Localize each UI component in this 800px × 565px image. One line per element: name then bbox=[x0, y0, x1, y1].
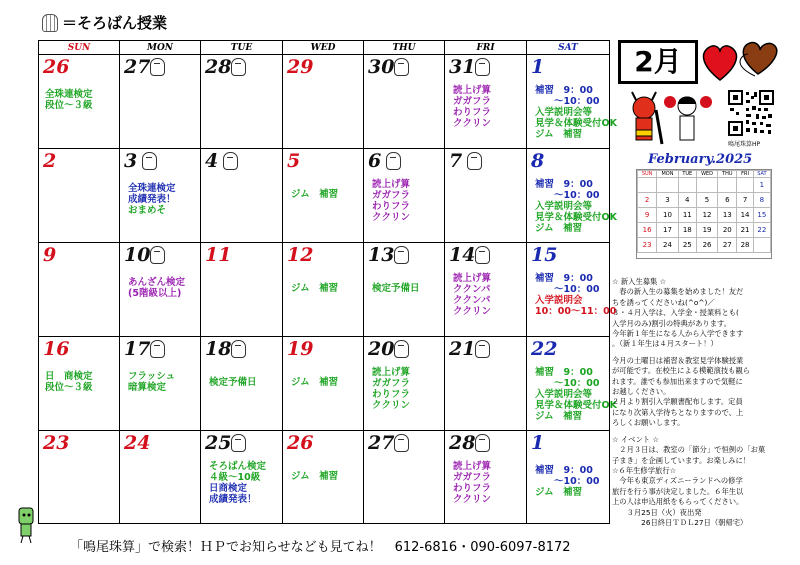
mini-weekday: TUE bbox=[678, 171, 696, 178]
event-text: 読上げ算 bbox=[453, 273, 492, 284]
notice-line: になり次第入学待ちとなりますので、上 bbox=[612, 407, 744, 417]
notice-line: 旅行を行う事が決定しました。６年生以 bbox=[612, 486, 744, 496]
abacus-icon bbox=[42, 14, 58, 32]
notice-line: 今月の土曜日は補習＆教室見学体験授業 bbox=[612, 355, 744, 365]
day-number: 26 bbox=[287, 432, 314, 454]
mini-day: 6 bbox=[718, 193, 737, 208]
day-cell bbox=[201, 337, 283, 431]
day-number: 15 bbox=[531, 244, 558, 266]
mini-day: 7 bbox=[737, 193, 753, 208]
mini-weekday: SUN bbox=[638, 171, 657, 178]
day-cell bbox=[527, 149, 617, 243]
day-cell bbox=[201, 55, 283, 149]
event-text: 補習 9：00 bbox=[535, 465, 593, 476]
day-number: 1 bbox=[531, 432, 545, 454]
mini-calendar-title: February.2025 bbox=[648, 152, 753, 167]
mini-day: 4 bbox=[678, 193, 696, 208]
day-cell bbox=[201, 149, 283, 243]
calendar-grid bbox=[38, 40, 617, 524]
mini-day: 20 bbox=[718, 223, 737, 238]
day-number: 27 bbox=[368, 432, 395, 454]
day-cell bbox=[527, 55, 617, 149]
event-text: ククンパ bbox=[453, 284, 491, 295]
event-text: ククリン bbox=[372, 400, 411, 411]
soroban-lesson-icon bbox=[142, 152, 157, 170]
event-text: ～10：00 bbox=[535, 476, 600, 487]
mini-day bbox=[638, 178, 657, 193]
notice-line: お越しください。 bbox=[612, 387, 671, 397]
weekday-header-tue: TUE bbox=[201, 41, 283, 55]
day-cell bbox=[445, 243, 527, 337]
day-number: 8 bbox=[531, 150, 545, 172]
soroban-lesson-icon bbox=[475, 434, 490, 452]
day-cell bbox=[364, 243, 445, 337]
mini-weekday: SAT bbox=[753, 171, 770, 178]
mini-day: 2 bbox=[638, 193, 657, 208]
event-text: ジム 補習 bbox=[535, 487, 583, 498]
soroban-lesson-icon bbox=[394, 340, 409, 358]
event-text: ガガフラ bbox=[453, 96, 492, 107]
event-text: 読上げ算 bbox=[372, 179, 411, 190]
event-text: 検定予備日 bbox=[372, 283, 420, 294]
event-text: あんざん検定 bbox=[128, 277, 186, 288]
day-number: 23 bbox=[43, 432, 70, 454]
day-cell bbox=[283, 55, 364, 149]
notice-line: ☆ イベント ☆ bbox=[612, 434, 659, 444]
mini-day bbox=[657, 178, 679, 193]
event-text: 見学＆体験受付OK bbox=[535, 118, 617, 129]
event-text: 段位～３級 bbox=[45, 382, 93, 393]
day-cell bbox=[364, 149, 445, 243]
event-text: ジム 補習 bbox=[535, 223, 583, 234]
mini-day: 22 bbox=[753, 223, 770, 238]
event-text: ククンパ bbox=[453, 295, 491, 306]
day-number: 25 bbox=[205, 432, 232, 454]
notice-line: 今年新１年生になる人から入学できます bbox=[612, 329, 744, 339]
event-text: ４級～10級 bbox=[209, 472, 261, 483]
day-number: 22 bbox=[531, 338, 558, 360]
soroban-lesson-icon bbox=[223, 152, 238, 170]
event-text: (5階級以上) bbox=[128, 288, 182, 299]
notice-line: 。（新１年生は４月スタート！） bbox=[612, 339, 718, 349]
event-text: ～10：00 bbox=[535, 96, 600, 107]
mini-day: 21 bbox=[737, 223, 753, 238]
day-cell bbox=[39, 149, 120, 243]
mini-calendar bbox=[636, 169, 772, 259]
weekday-header-mon: MON bbox=[120, 41, 201, 55]
event-text: ガガフラ bbox=[372, 190, 411, 201]
event-text: ジム 補習 bbox=[291, 283, 339, 294]
notice-line: ３月25日（火）夜出発 bbox=[612, 507, 702, 517]
soroban-lesson-icon bbox=[150, 340, 165, 358]
notice-line: れます。誰でも参加出来ますので気軽に bbox=[612, 376, 743, 386]
event-text: 成績発表！ bbox=[209, 494, 257, 505]
mini-day: 3 bbox=[657, 193, 679, 208]
day-cell bbox=[364, 55, 445, 149]
footer-contact: 「鳴尾珠算」で検索！ＨＰでお知らせなども見てね！ 612-6816・090-6097-8172 bbox=[70, 540, 571, 555]
event-text: ～10：00 bbox=[535, 284, 600, 295]
mini-day: 23 bbox=[638, 238, 657, 253]
weekday-header-sun: SUN bbox=[39, 41, 120, 55]
event-text: 全珠連検定 bbox=[45, 89, 93, 100]
notice-line: 26日終日ＴＤＬ27日（朝帰宅） bbox=[612, 517, 748, 527]
event-text: ククリン bbox=[372, 212, 411, 223]
day-number: 14 bbox=[449, 244, 476, 266]
mini-day: 26 bbox=[696, 238, 717, 253]
mini-day: 19 bbox=[696, 223, 717, 238]
mini-weekday: WED bbox=[696, 171, 717, 178]
notices-panel bbox=[612, 277, 797, 528]
mini-day: 1 bbox=[753, 178, 770, 193]
mascot-figure bbox=[14, 506, 38, 544]
day-cell bbox=[283, 243, 364, 337]
event-text: 補習 9：00 bbox=[535, 179, 593, 190]
day-cell bbox=[39, 337, 120, 431]
setsubun-oni-illustration bbox=[622, 90, 720, 148]
day-cell bbox=[283, 431, 364, 523]
mini-day: 27 bbox=[718, 238, 737, 253]
event-text: 入学説明会等 bbox=[535, 201, 593, 212]
day-number: 7 bbox=[449, 150, 463, 172]
event-text: わりフラ bbox=[372, 389, 411, 400]
day-cell bbox=[283, 337, 364, 431]
event-text: 見学＆体験受付OK bbox=[535, 212, 617, 223]
event-text: ジム 補習 bbox=[291, 377, 339, 388]
weekday-header-thu: THU bbox=[364, 41, 445, 55]
mini-weekday: THU bbox=[718, 171, 737, 178]
mini-day bbox=[678, 178, 696, 193]
event-text: ククリン bbox=[453, 494, 492, 505]
weekday-header-wed: WED bbox=[283, 41, 364, 55]
event-text: わりフラ bbox=[453, 483, 492, 494]
qr-code[interactable] bbox=[728, 90, 774, 136]
day-cell bbox=[364, 337, 445, 431]
day-number: 29 bbox=[287, 56, 314, 78]
day-number: 27 bbox=[124, 56, 151, 78]
notice-line: 子まき」を企画しています。お楽しみに！ bbox=[612, 455, 751, 465]
notice-line: 入学月のみ)割引の特典があります。 bbox=[612, 318, 732, 328]
event-text: ジム 補習 bbox=[291, 189, 339, 200]
day-number: 6 bbox=[368, 150, 382, 172]
day-cell bbox=[445, 337, 527, 431]
day-number: 20 bbox=[368, 338, 395, 360]
legend bbox=[42, 12, 167, 33]
mini-day: 25 bbox=[678, 238, 696, 253]
event-text: 成績発表！ bbox=[128, 194, 176, 205]
soroban-lesson-icon bbox=[475, 340, 490, 358]
day-number: 3 bbox=[124, 150, 138, 172]
mini-day: 10 bbox=[657, 208, 679, 223]
day-number: 5 bbox=[287, 150, 301, 172]
event-text: 10：00～11：00 bbox=[535, 306, 617, 317]
day-cell bbox=[120, 243, 201, 337]
notice-line: ３・４月入学は、入学金・授業料とも( bbox=[612, 308, 739, 318]
event-text: フラッシュ bbox=[128, 371, 176, 382]
mini-day: 18 bbox=[678, 223, 696, 238]
notice-line: 春の新入生の募集を始めました！友だ bbox=[612, 287, 744, 297]
day-number: 2 bbox=[43, 150, 57, 172]
event-text: 補習 9：00 bbox=[535, 85, 593, 96]
mini-day: 13 bbox=[718, 208, 737, 223]
event-text: ～10：00 bbox=[535, 378, 600, 389]
mini-day: 5 bbox=[696, 193, 717, 208]
notice-line: 上の人は申込用紙をもらってください。 bbox=[612, 497, 744, 507]
day-cell bbox=[201, 431, 283, 523]
event-text: ジム 補習 bbox=[535, 411, 583, 422]
day-number: 12 bbox=[287, 244, 314, 266]
day-number: 9 bbox=[43, 244, 57, 266]
day-cell bbox=[527, 243, 617, 337]
event-text: そろばん検定 bbox=[209, 461, 267, 472]
mini-day: 11 bbox=[678, 208, 696, 223]
event-text: 日商検定 bbox=[209, 483, 248, 494]
event-text: 見学＆体験受付OK bbox=[535, 400, 617, 411]
day-number: 26 bbox=[43, 56, 70, 78]
day-cell bbox=[39, 431, 120, 523]
notice-line: ☆ 新入生募集 ☆ bbox=[612, 277, 667, 286]
event-text: 全珠連検定 bbox=[128, 183, 176, 194]
notice-line: 今年も東京ディズニーランドへの修学 bbox=[612, 476, 743, 486]
day-cell bbox=[445, 431, 527, 523]
day-cell bbox=[527, 431, 609, 523]
day-cell bbox=[283, 149, 364, 243]
day-number: 17 bbox=[124, 338, 151, 360]
day-number: 18 bbox=[205, 338, 232, 360]
notice-line: が可能です。在校生による模範演技も観ら bbox=[612, 366, 751, 376]
soroban-lesson-icon bbox=[150, 246, 165, 264]
mini-day bbox=[737, 178, 753, 193]
event-text: 読上げ算 bbox=[453, 461, 492, 472]
soroban-lesson-icon bbox=[231, 340, 246, 358]
mini-weekday: FRI bbox=[737, 171, 753, 178]
notice-line: ☆６年生修学旅行☆ bbox=[612, 465, 677, 475]
event-text: 補習 9：00 bbox=[535, 367, 593, 378]
event-text: おまめそ bbox=[128, 205, 167, 216]
day-number: 16 bbox=[43, 338, 70, 360]
day-number: 31 bbox=[449, 56, 476, 78]
event-text: ククリン bbox=[453, 306, 492, 317]
mini-day: 14 bbox=[737, 208, 753, 223]
mini-day bbox=[718, 178, 737, 193]
soroban-lesson-icon bbox=[231, 58, 246, 76]
event-text: 段位～３級 bbox=[45, 100, 93, 111]
day-number: 21 bbox=[449, 338, 476, 360]
mini-day: 8 bbox=[753, 193, 770, 208]
event-text: ジム 補習 bbox=[535, 129, 583, 140]
day-cell bbox=[39, 243, 120, 337]
notice-line: ２月３日は、教室の「節分」で恒例の「お菓 bbox=[612, 445, 766, 455]
mini-day: 16 bbox=[638, 223, 657, 238]
mini-day: 12 bbox=[696, 208, 717, 223]
weekday-header-fri: FRI bbox=[445, 41, 527, 55]
day-number: 13 bbox=[368, 244, 395, 266]
day-cell bbox=[120, 55, 201, 149]
notice-line: ろしくお願いします。 bbox=[612, 418, 685, 428]
event-text: 読上げ算 bbox=[372, 367, 411, 378]
event-text: 入学説明会 bbox=[535, 295, 583, 306]
mini-day bbox=[696, 178, 717, 193]
day-cell bbox=[120, 149, 201, 243]
hearts-icon bbox=[700, 38, 780, 84]
day-cell bbox=[39, 55, 120, 149]
mini-day: 17 bbox=[657, 223, 679, 238]
day-cell bbox=[527, 337, 617, 431]
day-cell bbox=[445, 55, 527, 149]
day-number: 11 bbox=[205, 244, 232, 266]
soroban-lesson-icon bbox=[386, 152, 401, 170]
event-text: 日 商検定 bbox=[45, 371, 93, 382]
event-text: 補習 9：00 bbox=[535, 273, 593, 284]
event-text: ガガフラ bbox=[453, 472, 492, 483]
mini-weekday: MON bbox=[657, 171, 679, 178]
legend-text: ＝そろばん授業 bbox=[62, 14, 168, 32]
event-text: 入学説明会等 bbox=[535, 107, 593, 118]
soroban-lesson-icon bbox=[150, 58, 165, 76]
event-text: わりフラ bbox=[372, 201, 411, 212]
soroban-lesson-icon bbox=[231, 434, 246, 452]
weekday-header-sat: SAT bbox=[527, 41, 609, 55]
event-text: ククリン bbox=[453, 118, 492, 129]
mini-day bbox=[753, 238, 770, 253]
day-number: 19 bbox=[287, 338, 314, 360]
day-number: 24 bbox=[124, 432, 151, 454]
event-text: わりフラ bbox=[453, 107, 492, 118]
mini-day: 9 bbox=[638, 208, 657, 223]
day-number: 30 bbox=[368, 56, 395, 78]
mini-day: 15 bbox=[753, 208, 770, 223]
event-text: ガガフラ bbox=[372, 378, 411, 389]
day-number: 28 bbox=[205, 56, 232, 78]
mini-day: 24 bbox=[657, 238, 679, 253]
day-number: 4 bbox=[205, 150, 219, 172]
event-text: 入学説明会等 bbox=[535, 389, 593, 400]
soroban-lesson-icon bbox=[475, 246, 490, 264]
day-number: 28 bbox=[449, 432, 476, 454]
day-cell bbox=[364, 431, 445, 523]
event-text: 読上げ算 bbox=[453, 85, 492, 96]
month-title: 2月 bbox=[618, 40, 698, 84]
day-number: 1 bbox=[531, 56, 545, 78]
qr-caption: 鳴尾珠算HP bbox=[728, 141, 761, 148]
day-number: 10 bbox=[124, 244, 151, 266]
event-text: ジム 補習 bbox=[291, 471, 339, 482]
day-cell bbox=[445, 149, 527, 243]
soroban-lesson-icon bbox=[394, 58, 409, 76]
event-text: 暗算検定 bbox=[128, 382, 167, 393]
notice-line: ちを誘ってくださいね(^o^)／ bbox=[612, 297, 715, 307]
day-cell bbox=[201, 243, 283, 337]
soroban-lesson-icon bbox=[394, 434, 409, 452]
soroban-lesson-icon bbox=[475, 58, 490, 76]
soroban-lesson-icon bbox=[467, 152, 482, 170]
day-cell bbox=[120, 337, 201, 431]
event-text: ～10：00 bbox=[535, 190, 600, 201]
event-text: 検定予備日 bbox=[209, 377, 257, 388]
day-cell bbox=[120, 431, 201, 523]
mini-day: 28 bbox=[737, 238, 753, 253]
notice-line: ２月より割引入学願書配布します。定員 bbox=[612, 397, 743, 407]
soroban-lesson-icon bbox=[394, 246, 409, 264]
